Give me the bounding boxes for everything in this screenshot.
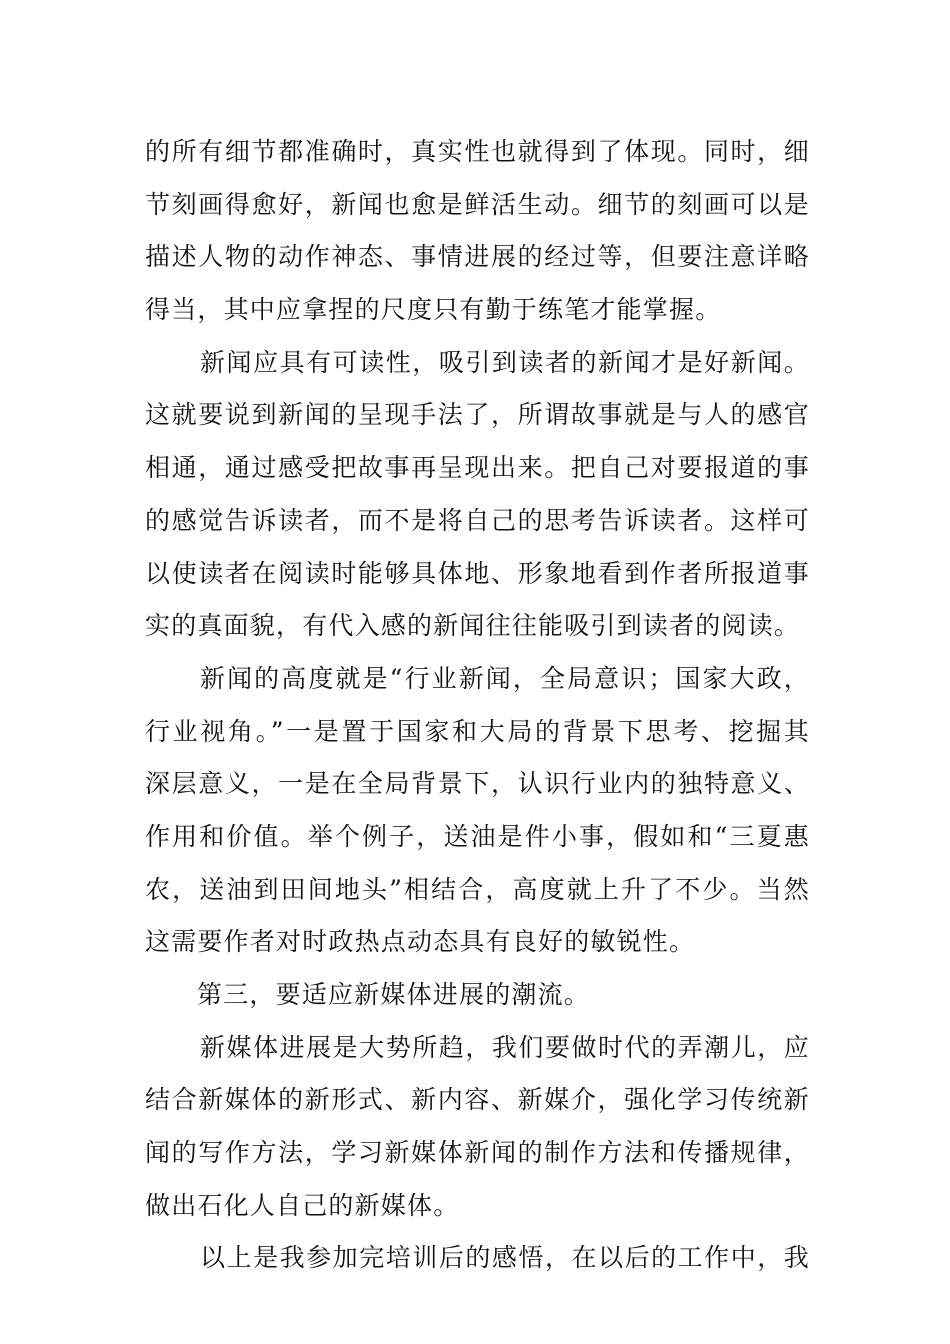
text-line: 相通，通过感受把故事再呈现出来。把自己对要报道的事 — [145, 453, 810, 483]
paragraph-first-line: 新媒体进展是大势所趋，我们要做时代的弄潮儿，应 — [200, 1032, 810, 1062]
text-line: 实的真面貌，有代入感的新闻往往能吸引到读者的阅读。 — [145, 611, 801, 641]
text-line: 深层意义，一是在全局背景下，认识行业内的独特意义、 — [145, 769, 810, 799]
text-line: 结合新媒体的新形式、新内容、新媒介，强化学习传统新 — [145, 1085, 810, 1115]
text-line: 以使读者在阅读时能够具体地、形象地看到作者所报道事 — [145, 558, 810, 588]
text-line: 这需要作者对时政热点动态具有良好的敏锐性。 — [145, 927, 696, 957]
text-line: 行业视角。”一是置于国家和大局的背景下思考、挖掘其 — [145, 716, 810, 746]
section-heading: 第三，要适应新媒体进展的潮流。 — [197, 980, 591, 1009]
paragraph-first-line: 新闻的高度就是“行业新闻，全局意识；国家大政， — [200, 663, 810, 693]
text-line: 闻的写作方法，学习新媒体新闻的制作方法和传播规律， — [145, 1138, 810, 1168]
text-line: 做出石化人自己的新媒体。 — [145, 1190, 460, 1220]
text-line: 作用和价值。举个例子，送油是件小事，假如和“三夏惠 — [145, 821, 810, 851]
text-line: 节刻画得愈好，新闻也愈是鲜活生动。细节的刻画可以是 — [145, 189, 810, 219]
text-line: 农，送油到田间地头”相结合，高度就上升了不少。当然 — [145, 874, 810, 904]
text-line: 描述人物的动作神态、事情进展的经过等，但要注意详略 — [145, 242, 810, 272]
text-line: 的感觉告诉读者，而不是将自己的思考告诉读者。这样可 — [145, 505, 810, 535]
text-line: 的所有细节都准确时，真实性也就得到了体现。同时，细 — [145, 137, 810, 166]
paragraph-first-line: 新闻应具有可读性，吸引到读者的新闻才是好新闻。 — [200, 347, 810, 377]
text-line: 这就要说到新闻的呈现手法了，所谓故事就是与人的感官 — [145, 400, 810, 430]
text-line: 得当，其中应拿捏的尺度只有勤于练笔才能掌握。 — [145, 295, 722, 325]
body-text — [145, 126, 810, 1285]
paragraph-first-line: 以上是我参加完培训后的感悟，在以后的工作中，我 — [200, 1243, 810, 1273]
